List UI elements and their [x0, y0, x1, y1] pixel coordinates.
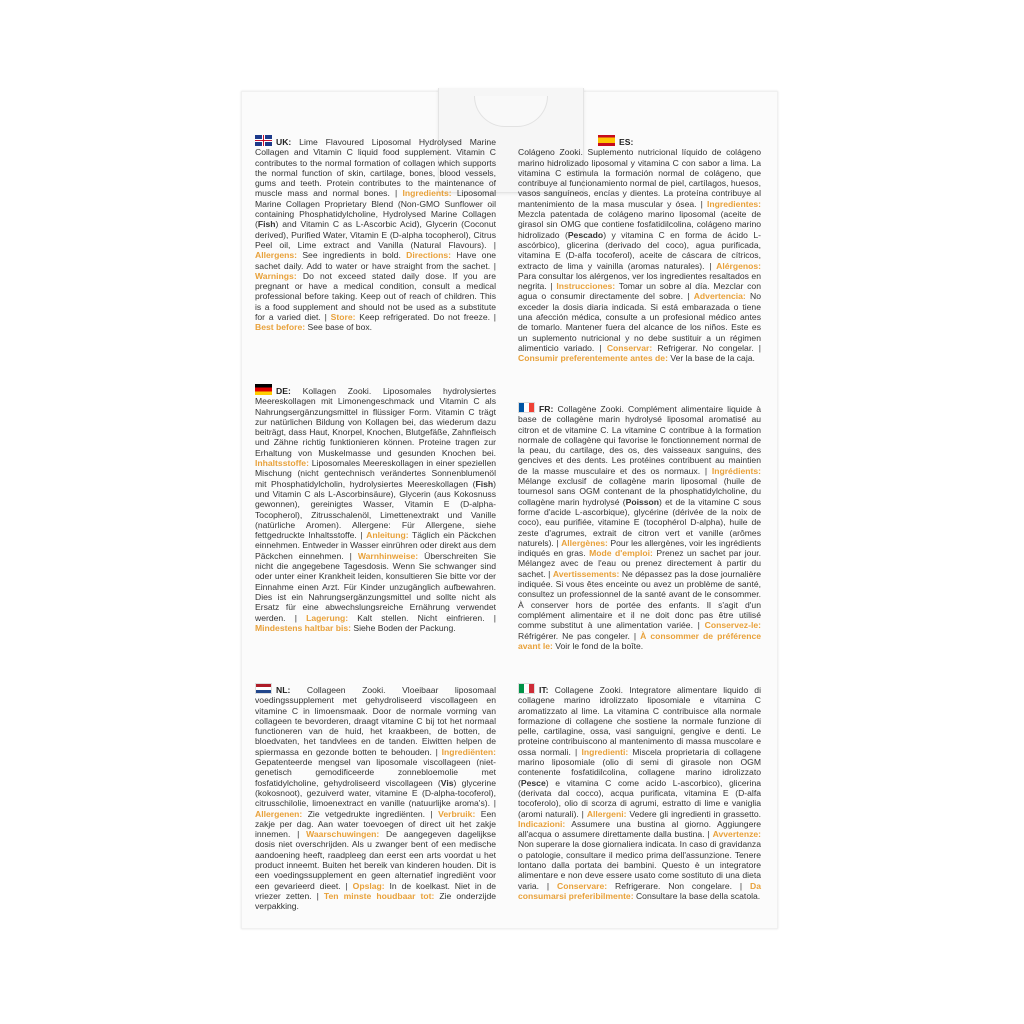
fr-flag-icon — [518, 402, 535, 413]
warnings-label: Warnings: — [255, 270, 297, 281]
warnings-label: Advertencia: — [693, 291, 746, 302]
intro-text: Collagène Zooki. Complément alimentaire liquide à base de collagène marin hydrolysé liposomal aromatisé au citron et de vitamine C. La vitamine C contribue à la formation normale de collagène qui favorise le fonctionnement normal de la peau, du cartilage, des os, des vaisseaux sanguins, des gencives et des dents. Les protéines contribuent au maintien de la masse musculaire et des os normaux. | — [518, 404, 761, 476]
store-text: Kalt stellen. Nicht einfrieren. | — [357, 612, 496, 623]
best-before-label: Mindestens haltbar bis: — [255, 622, 351, 633]
allergens-text: Pour les allergènes, voir les ingrédients indiqués en gras. — [518, 537, 761, 559]
allergen-word: Pescado — [567, 229, 604, 240]
ingredients-label: Ingrédients: — [711, 465, 761, 476]
directions-label: Instrucciones: — [556, 281, 616, 292]
best-before-text: Consultare la base della scatola. — [635, 890, 761, 901]
section-de — [255, 384, 496, 633]
allergens-label: Allergenen: — [255, 808, 303, 819]
allergens-label: Allergènes: — [561, 537, 608, 548]
directions-text: Prenez un sachet par jour. Mélangez avec de l'eau ou prenez directement à partir du sachet. | — [518, 548, 762, 579]
store-label: Lagerung: — [306, 612, 349, 623]
best-before-text: Ver la base de la caja. — [670, 353, 755, 364]
directions-label: Directions: — [406, 250, 452, 261]
best-before-text: Siehe Boden der Packung. — [353, 622, 456, 633]
intro-text: Collagene Zooki. Integratore alimentare liquido di collagene marino idrolizzato liposomiale e vitamina C aromatizzato al lime. La vitamina C contribuisce alla normale formazione di collagene che sostiene la normale funzione di pelle, cartilagine, ossa, vasi sanguigni, gengive e denti. Le proteine contribuiscono al mantenimento di massa muscolare e ossa normali. | — [518, 685, 761, 757]
uk-flag-icon — [255, 135, 272, 146]
lang-code: IT: — [539, 685, 549, 695]
best-before-label: Ten minste houdbaar tot: — [323, 890, 435, 901]
directions-text: Täglich ein Päckchen einnehmen. Entweder in Wasser einrühren oder direkt aus dem Päckchen einnehmen. | — [255, 530, 496, 561]
intro-text: Colágeno Zooki. Suplemento nutricional líquido de colágeno marino hidrolizado liposomal y vitamina C con sabor a lima. La vitamina C estimula la formación normal de colágeno, que contribuye al funcionamiento normal de piel, cartílagos, huesos, vasos sanguíneos, encías y dientes. La proteína contribuye al mantenimiento de la masa muscular y ósea. | — [518, 147, 761, 209]
es-flag-icon — [598, 135, 615, 146]
intro-text: Collageen Zooki. Vloeibaar liposomaal voedingssupplement met gehydroliseerd viscollageen en vitamine C in limoensmaak. Door de normale vorming van collageen te bevorderen, draagt vitamine C bij tot het normaal functioneren van de huid, het kraakbeen, de botten, de bloedvaten, het tandvlees en de tanden. Eiwitten helpen de spiermassa en gezonde botten te behouden. | — [255, 685, 496, 757]
best-before-text: Voir le fond de la boîte. — [555, 640, 644, 651]
lang-code: FR: — [539, 404, 554, 414]
store-label: Store: — [330, 312, 356, 323]
ingredients-text-2: ) et de la vitamine C sous forme d'acide L-ascorbique), glycérine (dérivée de la noix de coco), eau purifiée, vitamine E (tocophérol D-alpha), huile de zeste d'agrumes, extrait de citron vert et vanille (arômes naturels). | — [518, 496, 761, 548]
warnings-text: Do not exceed stated daily dose. If you are pregnant or have a medical condition, consult a medical professional before taking. Keep out of reach of children. This is a food supplement and should not be used as a substitute for a varied diet. | — [255, 270, 497, 323]
section-es — [518, 135, 761, 364]
allergens-text: Vedere gli ingredienti in grassetto. — [629, 808, 762, 819]
ingredients-text: Liposomal Marine Collagen Proprietary Blend (Non-GMO Sunflower oil containing Phosphatidylcholine, Hydrolysed Marine Collagen ( — [255, 188, 497, 230]
best-before-label: Best before: — [255, 322, 306, 333]
allergens-text: Para consultar los alérgenos, ver los ingredientes resaltados en negrita. | — [518, 270, 761, 292]
lang-code: DE: — [276, 386, 291, 396]
store-label: Opslag: — [352, 880, 385, 891]
directions-text: Tomar un sobre al día. Mezclar con agua o consumir directamente del sobre. | — [518, 281, 761, 302]
directions-text: Een zakje per dag. Aan water toevoegen of direct uit het zakje innemen. | — [255, 808, 497, 840]
warnings-text: No exceder la dosis diaria indicada. Si está embarazada o tiene una afección médica, consulte a un profesional médico antes de tomarlo. Mantener fuera del alcance de los niños. Este es un suplemento nutricional y no debe sustituir a un régimen alimenticio variado. | — [518, 291, 762, 353]
allergen-word: Poisson — [625, 496, 660, 507]
lang-code: NL: — [276, 685, 291, 695]
warnings-label: Warnhinweise: — [357, 550, 419, 561]
section-uk — [255, 135, 496, 333]
ingredients-text: Gepatenteerde mengsel van liposomale viscollageen (niet-genetisch gemodificeerde zonnebloemolie met fosfatidylcholine, gehydroliseerd viscollageen ( — [255, 757, 496, 788]
directions-label: Mode d'emploi: — [589, 548, 653, 559]
directions-text: Have one sachet daily. Add to water or have straight from the sachet. | — [255, 250, 497, 271]
ingredients-text-2: ) und Vitamin C als L-Ascorbinsäure), Glycerin (aus Kokosnuss gewonnen), gereinigtes Wasser, Vitamin E (D-alpha-Tocopherol), Zitrusschalenöl, Limettenextrakt und Vanille (natürliche Aromen). Allergene: Für Allergene, siehe fettgedruckte Inhaltsstoffe. | — [255, 478, 496, 541]
ingredients-text-2: ) and Vitamin C as L-Ascorbic Acid), Glycerin (Coconut derived), Purified Water, Vitamin E (D-alpha tocopherol), Citrus Peel oil, Lime extract and Vanilla (Natural Flavours). | — [255, 219, 496, 250]
allergens-text: See ingredients in bold. — [302, 250, 401, 261]
store-text: Réfrigérer. Ne pas congeler. | — [518, 630, 637, 641]
nl-flag-icon — [255, 683, 272, 694]
store-text: Keep refrigerated. Do not freeze. | — [359, 312, 497, 323]
store-text: In de koelkast. Niet in de vriezer zetten. | — [255, 880, 497, 901]
it-flag-icon — [518, 683, 535, 694]
allergen-word: Fish — [257, 219, 276, 230]
best-before-label: Consumir preferentemente antes de: — [518, 353, 668, 364]
section-it — [518, 683, 761, 901]
allergen-word: Vis — [440, 777, 454, 788]
directions-label: Indicazioni: — [518, 818, 566, 829]
store-text: Refrigerare. Non congelare. | — [615, 880, 743, 891]
ingredients-label: Ingredients: — [402, 188, 452, 199]
lang-code: UK: — [276, 137, 292, 147]
ingredients-text: Miscela proprietaria di collagene marino liposomiale (olio di semi di girasole non OGM contenente fosfatidilcolina, collagene marino idrolizzato ( — [518, 746, 761, 788]
warnings-label: Waarschuwingen: — [306, 829, 380, 840]
directions-label: Anleitung: — [366, 530, 409, 541]
intro-text: Lime Flavoured Liposomal Hydrolysed Marine Collagen and Vitamin C liquid food supplement. Vitamin C contributes to the normal formation of collagen which supports the normal function of skin, cartilage, bones, blood vessels, gums and teeth. Protein contributes to the maintenance of muscle mass and normal bones. | — [255, 137, 496, 199]
allergen-word: Pesce — [520, 777, 546, 788]
allergen-word: Fish — [475, 478, 494, 489]
ingredients-label: Ingredientes: — [707, 198, 761, 209]
ingredients-text-2: ) y vitamina C en forma de ácido L-ascórbico), glicerina (derivado del coco), agua purificada, vitamina E (D-alfa tocoferol), aceite de cáscara de cítricos, extracto de lima y vainilla (aromas naturales). | — [518, 229, 761, 271]
ingredients-label: Ingrediënten: — [441, 746, 497, 757]
ingredients-label: Ingredienti: — [581, 746, 629, 757]
directions-text: Assumere una bustina al giorno. Aggiungere all'acqua o assumere direttamente dalla bustina. | — [518, 818, 761, 840]
store-label: Conservare: — [557, 880, 608, 891]
store-label: Conservar: — [606, 342, 653, 353]
allergens-label: Allergeni: — [586, 808, 627, 819]
ingredients-label: Inhaltsstoffe: — [255, 458, 309, 469]
best-before-label: À consommer de préférence avant le: — [518, 630, 762, 651]
section-nl — [255, 683, 496, 912]
ingredients-text: Liposomales Meereskollagen in einer speziellen Mischung (nicht gentechnisch verändertes Sonnenblumenöl mit Phosphatidylcholin, hydrolysiertes Meereskollagen ( — [255, 458, 497, 489]
warnings-text: De aangegeven dagelijkse dosis niet overschrijden. Als u zwanger bent of een medische aandoening heeft, raadpleeg dan eerst een arts voordat u het product inneemt. Buiten het bereik van kinderen houden. Dit is een voedingssupplement en geen alternatief ingrediënt voor een gevarieerd dieet. | — [255, 829, 496, 891]
best-before-text: See base of box. — [307, 322, 373, 333]
warnings-text: Überschreiten Sie nicht die angegebene Tagesdosis. Wenn Sie schwanger sind oder unter einer Krankheit leiden, konsultieren Sie bitte vor der Einnahme einen Arzt. Für Kinder unzugänglich aufbewahren. Dies ist ein Nahrungsergänzungsmittel und sollte nicht als Ersatz für eine abwechslungsreiche Ernährung verwendet werden. | — [255, 550, 497, 623]
warnings-text: Ne dépassez pas la dose journalière indiquée. Si vous êtes enceinte ou avez un problème de santé, consultez un professionnel de la santé avant de le consommer. À conserver hors de portée des enfants. Il s'agit d'un complément alimentaire et il ne doit donc pas être utilisé comme substitut à une alimentation variée. | — [518, 568, 762, 631]
warnings-label: Avertissements: — [552, 568, 620, 579]
warnings-label: Avvertenze: — [712, 829, 762, 840]
store-text: Refrigerar. No congelar. | — [657, 342, 761, 353]
allergens-label: Allergens: — [255, 250, 298, 261]
store-label: Conservez-le: — [704, 620, 761, 631]
section-fr — [518, 402, 761, 651]
ingredients-text: Mezcla patentada de colágeno marino liposomal (aceite de girasol sin OMG que contiene fosfatidilcolina, colágeno marino hidrolizado ( — [518, 209, 761, 240]
de-flag-icon — [255, 384, 272, 395]
allergens-text: Zie vetgedrukte ingrediënten. | — [307, 808, 433, 819]
ingredients-text-2: ) glycerine (kokosnoot), gezuiverd water, vitamine E (D-alpha-tocoferol), citrusschilolie, limoenextract en vanille (natuurlijke aroma's). | — [255, 777, 496, 809]
ingredients-text-2: ) e vitamina C come acido L-ascorbico), glicerina (derivata dal cocco), acqua purificata, vitamina E (D-alfa tocoferolo), olio di scorza di agrumi, estratto di lime e vaniglia (aromi naturali). | — [518, 777, 761, 819]
allergens-label: Alérgenos: — [716, 260, 761, 271]
directions-label: Verbruik: — [438, 808, 476, 819]
lang-code: ES: — [619, 137, 634, 147]
warnings-text: Non superare la dose giornaliera indicata. In caso di gravidanza o patologie, consultare il medico prima dell'assunzione. Tenere lontano dalla portata dei bambini. Questo è un integratore alimentare e non deve essere usato come sostituto di una dieta varia. | — [518, 839, 761, 891]
intro-text: Kollagen Zooki. Liposomales hydrolysiertes Meereskollagen mit Limonengeschmack und Vitamin C als Nahrungsergänzungsmittel in flüssiger Form. Vitamin C trägt zur natürlichen Bildung von Kollagen bei, das wiederum dazu beiträgt, dass Haut, Knorpel, Knochen, Blutgefäße, Zahnfleisch und Zähne richtig funktionieren können. Proteine tragen zur Erhaltung von Muskelmasse und gesunden Knochen bei. — [255, 386, 497, 458]
best-before-text: Zie onderzijde verpakking. — [255, 890, 496, 912]
best-before-label: Da consumarsi preferibilmente: — [518, 880, 762, 901]
ingredients-text: Mélange exclusif de collagène marin liposomal (huile de tournesol sans OGM contenant de la phosphatidylcholine, du collagène marin hydrolysé ( — [518, 476, 761, 507]
